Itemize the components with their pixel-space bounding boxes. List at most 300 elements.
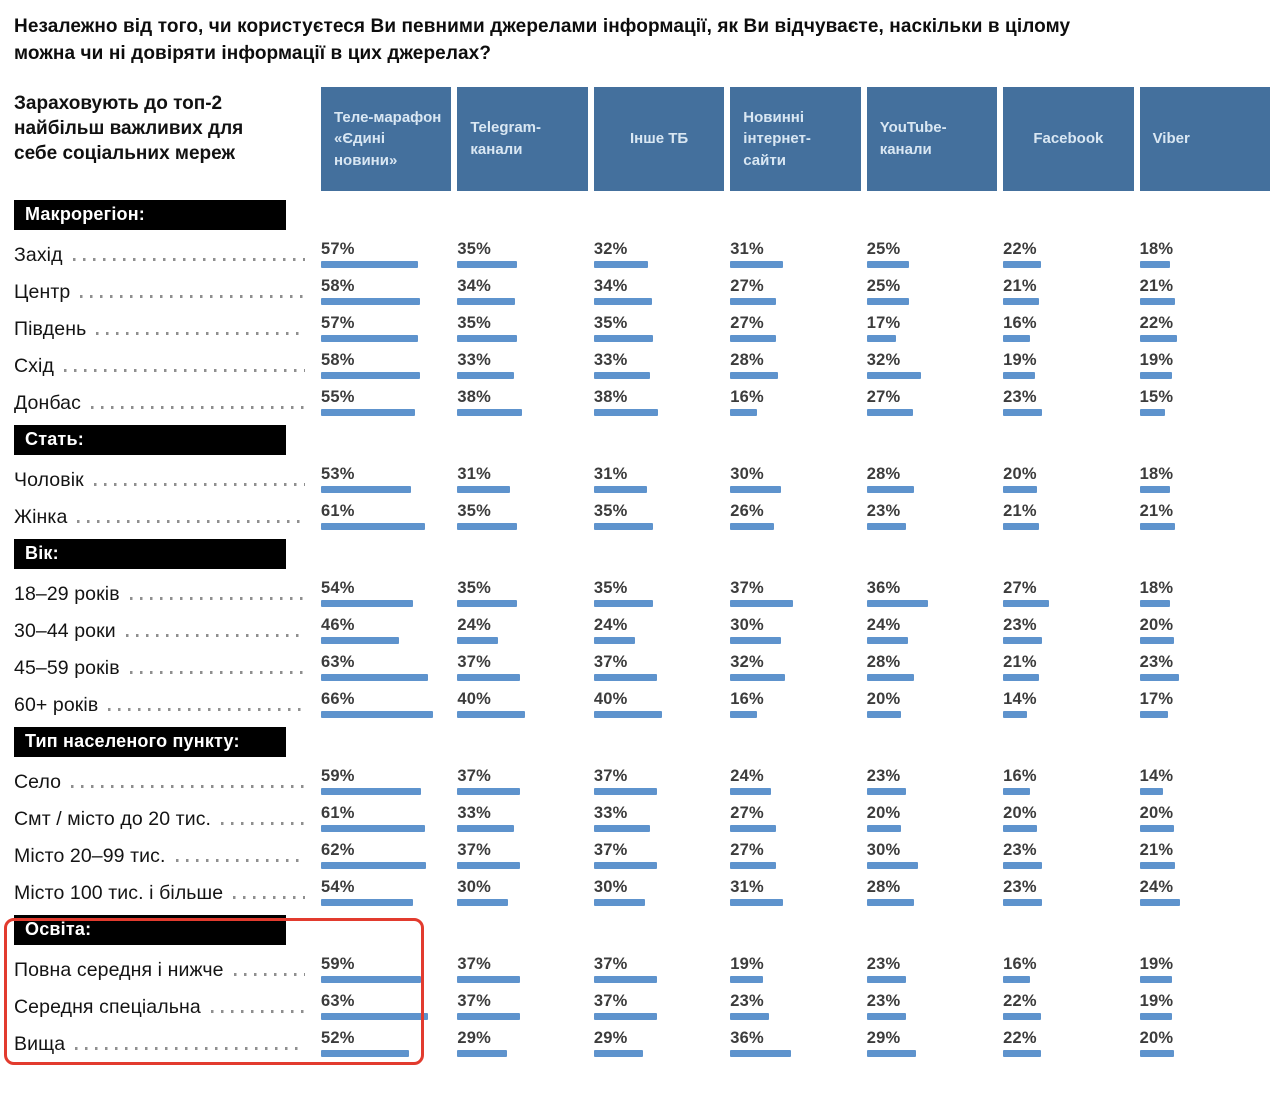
value-label: 37% [593,954,628,973]
value-cell [594,617,724,645]
value-bar [321,600,413,607]
value-label: 17% [866,313,901,332]
value-bar [594,372,650,379]
row-label-cell [14,807,315,833]
value-cell [1003,654,1133,682]
value-cell [867,956,997,984]
value-cell [457,352,587,380]
value-bar [730,1013,769,1020]
value-label: 35% [593,313,628,332]
value-label: 61% [321,803,355,822]
value-bar [457,1050,506,1057]
value-label: 19% [1139,350,1174,369]
value-bar [457,372,513,379]
value-label: 16% [1003,954,1037,973]
value-cell [321,389,451,417]
value-cell [1003,241,1133,269]
dotted-leader [130,671,305,674]
value-label: 24% [457,615,492,634]
value-cell [594,993,724,1021]
value-label: 37% [457,766,492,785]
value-bar [1140,261,1171,268]
row-label: 30–44 роки [14,619,116,642]
value-label: 18% [1139,239,1174,258]
dotted-leader [71,785,305,788]
value-cell [321,654,451,682]
data-row [14,268,1270,305]
page-title: Незалежно від того, чи користуєтеся Ви певними джерелами інформації, як Ви відчуваєте, наскільки в цілому можна чи ні довіряти інформації в цих джерелах? [14,16,1071,64]
value-cell [457,389,587,417]
value-label: 53% [321,464,355,483]
value-cell [730,278,860,306]
value-cell [730,241,860,269]
value-bar [594,335,654,342]
dotted-leader [176,859,305,862]
value-cell [1140,805,1270,833]
value-cell [594,241,724,269]
value-cell [1003,389,1133,417]
value-cell [321,352,451,380]
value-label: 30% [457,877,492,896]
value-cell [1140,503,1270,531]
value-cell [867,1030,997,1058]
value-cell [457,654,587,682]
value-cell [1003,466,1133,494]
row-label-cell [14,881,315,907]
value-cell [1003,278,1133,306]
value-cell [457,315,587,343]
value-label: 38% [593,387,628,406]
value-cell [457,993,587,1021]
value-bar [321,711,433,718]
value-label: 29% [866,1028,901,1047]
value-cell [594,691,724,719]
value-label: 37% [593,652,628,671]
group-header: Макрорегіон: [14,200,286,230]
value-label: 63% [321,652,355,671]
value-bar [1003,637,1042,644]
value-label: 57% [321,313,355,332]
value-bar [1003,674,1039,681]
value-label: 61% [321,501,355,520]
value-label: 30% [866,840,901,859]
dotted-leader [108,708,305,711]
row-label: Південь [14,317,87,340]
value-cell [594,315,724,343]
row-label-cell [14,693,315,719]
value-cell [1140,956,1270,984]
value-label: 18% [1139,464,1174,483]
value-label: 28% [730,350,764,369]
row-label: Місто 20–99 тис. [14,844,166,867]
value-cell [867,352,997,380]
value-label: 20% [1003,464,1037,483]
value-cell [1003,879,1133,907]
chart-body [14,200,1270,1057]
value-cell [1003,993,1133,1021]
value-bar [1003,862,1042,869]
dotted-leader [73,258,305,261]
value-bar [321,637,399,644]
value-bar [321,372,420,379]
demographic-group [14,915,1270,1057]
dotted-leader [234,973,305,976]
value-label: 25% [866,239,901,258]
value-label: 38% [457,387,492,406]
value-bar [1140,1050,1174,1057]
value-label: 33% [457,350,492,369]
value-bar [594,788,657,795]
value-bar [457,825,513,832]
value-bar [1140,409,1166,416]
value-label: 19% [730,954,764,973]
value-bar [594,674,657,681]
value-label: 46% [321,615,355,634]
value-cell [1003,842,1133,870]
value-label: 23% [1003,840,1037,859]
dotted-leader [96,332,305,335]
row-label-cell [14,243,315,269]
value-cell [730,1030,860,1058]
value-label: 40% [593,689,628,708]
value-label: 20% [1139,615,1174,634]
value-cell [321,842,451,870]
value-bar [867,862,918,869]
value-bar [867,600,928,607]
value-bar [730,409,757,416]
column-header: Facebook [1003,87,1133,191]
value-cell [321,466,451,494]
value-cell [1003,352,1133,380]
value-bar [321,261,418,268]
value-label: 27% [866,387,901,406]
value-bar [457,486,510,493]
value-label: 37% [593,991,628,1010]
group-header: Тип населеного пункту: [14,727,286,757]
value-label: 27% [730,313,764,332]
value-cell [594,1030,724,1058]
value-bar [730,335,776,342]
value-cell [594,768,724,796]
data-row [14,983,1270,1020]
value-bar [1003,899,1042,906]
value-bar [730,523,774,530]
value-cell [1140,352,1270,380]
value-cell [1140,654,1270,682]
value-label: 31% [593,464,628,483]
data-row [14,795,1270,832]
column-header: Новинні інтернет-сайти [730,87,860,191]
value-label: 37% [457,954,492,973]
value-cell [867,842,997,870]
value-cell [321,993,451,1021]
value-bar [594,486,647,493]
value-label: 37% [730,578,764,597]
value-bar [594,409,659,416]
value-cell [594,389,724,417]
value-label: 36% [866,578,901,597]
value-label: 23% [1003,615,1037,634]
value-label: 21% [1003,276,1037,295]
value-label: 54% [321,578,355,597]
value-cell [1140,241,1270,269]
value-label: 21% [1003,501,1037,520]
value-cell [1003,1030,1133,1058]
dotted-leader [221,822,305,825]
value-cell [867,580,997,608]
value-bar [1003,788,1030,795]
value-cell [730,503,860,531]
value-label: 23% [1139,652,1174,671]
row-label-cell [14,468,315,494]
row-label: Місто 100 тис. і більше [14,881,224,904]
value-cell [867,389,997,417]
value-label: 35% [593,578,628,597]
value-label: 17% [1139,689,1174,708]
value-cell [321,879,451,907]
value-bar [1140,788,1164,795]
value-bar [867,788,906,795]
value-bar [321,409,415,416]
value-label: 63% [321,991,355,1010]
row-label: Смт / місто до 20 тис. [14,807,212,830]
value-cell [730,993,860,1021]
value-cell [594,956,724,984]
row-label: Схід [14,354,54,377]
value-cell [1140,278,1270,306]
value-bar [1003,1050,1040,1057]
demographic-group [14,727,1270,906]
value-cell [1140,617,1270,645]
value-label: 58% [321,350,355,369]
value-label: 22% [1003,239,1037,258]
row-label-cell [14,317,315,343]
value-cell [321,1030,451,1058]
value-label: 31% [730,877,764,896]
value-label: 34% [457,276,492,295]
data-row [14,570,1270,607]
value-bar [730,862,776,869]
value-label: 31% [457,464,492,483]
value-label: 24% [1139,877,1174,896]
value-bar [321,486,411,493]
value-label: 35% [457,239,492,258]
row-label: 60+ років [14,693,99,716]
value-cell [730,842,860,870]
value-cell [867,466,997,494]
value-cell [457,466,587,494]
value-cell [457,879,587,907]
value-cell [867,617,997,645]
value-bar [730,600,793,607]
row-label: Вища [14,1032,66,1055]
value-bar [1003,523,1039,530]
value-label: 37% [457,991,492,1010]
value-label: 24% [593,615,628,634]
value-bar [730,261,783,268]
value-cell [730,654,860,682]
value-label: 21% [1003,652,1037,671]
value-bar [321,1013,428,1020]
value-bar [594,261,648,268]
dotted-leader [80,295,305,298]
value-cell [1140,879,1270,907]
value-cell [457,805,587,833]
value-bar [1140,1013,1172,1020]
value-cell [1140,993,1270,1021]
value-cell [321,956,451,984]
value-label: 18% [1139,578,1174,597]
row-label-cell [14,391,315,417]
row-label-cell [14,770,315,796]
value-cell [1003,691,1133,719]
value-bar [1140,637,1174,644]
value-label: 22% [1003,991,1037,1010]
row-label-cell [14,280,315,306]
value-bar [1003,409,1042,416]
value-label: 14% [1139,766,1174,785]
value-label: 24% [730,766,764,785]
value-bar [730,674,784,681]
value-cell [730,352,860,380]
value-cell [867,654,997,682]
value-label: 16% [730,387,764,406]
value-label: 20% [866,689,901,708]
value-label: 33% [593,350,628,369]
value-cell [321,691,451,719]
value-label: 37% [593,840,628,859]
value-bar [1003,600,1049,607]
value-label: 23% [866,954,901,973]
value-bar [1140,862,1176,869]
value-bar [730,825,776,832]
value-bar [594,1050,643,1057]
value-bar [1140,899,1181,906]
data-row [14,607,1270,644]
value-label: 35% [593,501,628,520]
value-bar [867,825,901,832]
value-cell [730,691,860,719]
value-cell [1003,617,1133,645]
value-cell [1140,1030,1270,1058]
value-bar [867,261,910,268]
value-bar [594,1013,657,1020]
value-cell [1003,315,1133,343]
row-label: Жінка [14,505,68,528]
data-row [14,456,1270,493]
value-bar [1140,600,1171,607]
value-label: 27% [1003,578,1037,597]
dotted-leader [130,597,305,600]
value-cell [457,1030,587,1058]
data-row [14,1020,1270,1057]
value-cell [457,580,587,608]
value-bar [867,711,901,718]
value-label: 30% [593,877,628,896]
value-bar [1140,335,1177,342]
value-cell [867,315,997,343]
value-label: 22% [1003,1028,1037,1047]
value-cell [594,503,724,531]
value-cell [1003,503,1133,531]
value-label: 14% [1003,689,1037,708]
value-cell [594,654,724,682]
value-label: 25% [866,276,901,295]
value-bar [457,261,517,268]
value-label: 16% [1003,766,1037,785]
value-label: 20% [1139,803,1174,822]
column-header: YouTube-канали [867,87,997,191]
value-label: 28% [866,464,901,483]
value-bar [594,600,654,607]
value-cell [321,580,451,608]
value-cell [867,768,997,796]
value-bar [1003,372,1035,379]
data-row [14,681,1270,718]
value-cell [1140,466,1270,494]
value-bar [594,862,657,869]
value-label: 52% [321,1028,355,1047]
dotted-leader [126,634,305,637]
value-label: 32% [730,652,764,671]
value-cell [321,617,451,645]
value-bar [1140,372,1172,379]
value-cell [457,956,587,984]
value-bar [867,674,915,681]
value-bar [457,523,517,530]
value-cell [594,580,724,608]
value-label: 34% [593,276,628,295]
value-bar [867,1013,906,1020]
value-label: 33% [593,803,628,822]
value-bar [730,711,757,718]
value-cell [1140,768,1270,796]
value-bar [1140,486,1171,493]
value-bar [730,1050,791,1057]
value-bar [1003,825,1037,832]
value-bar [321,825,425,832]
value-bar [1140,825,1174,832]
value-label: 31% [730,239,764,258]
value-label: 26% [730,501,764,520]
value-cell [1003,805,1133,833]
data-row [14,644,1270,681]
value-label: 40% [457,689,492,708]
value-label: 23% [866,766,901,785]
value-bar [457,788,520,795]
row-label-cell [14,582,315,608]
group-header: Вік: [14,539,286,569]
row-label: Донбас [14,391,81,414]
value-label: 36% [730,1028,764,1047]
value-label: 62% [321,840,355,859]
value-bar [457,637,498,644]
value-label: 20% [1003,803,1037,822]
value-bar [321,899,413,906]
dotted-leader [64,369,305,372]
value-label: 19% [1139,991,1174,1010]
row-label: Чоловік [14,468,84,491]
value-bar [867,976,906,983]
value-bar [321,788,421,795]
value-label: 59% [321,766,355,785]
value-cell [594,278,724,306]
value-bar [457,674,520,681]
value-cell [457,842,587,870]
value-label: 20% [1139,1028,1174,1047]
value-cell [1140,315,1270,343]
value-bar [867,637,908,644]
